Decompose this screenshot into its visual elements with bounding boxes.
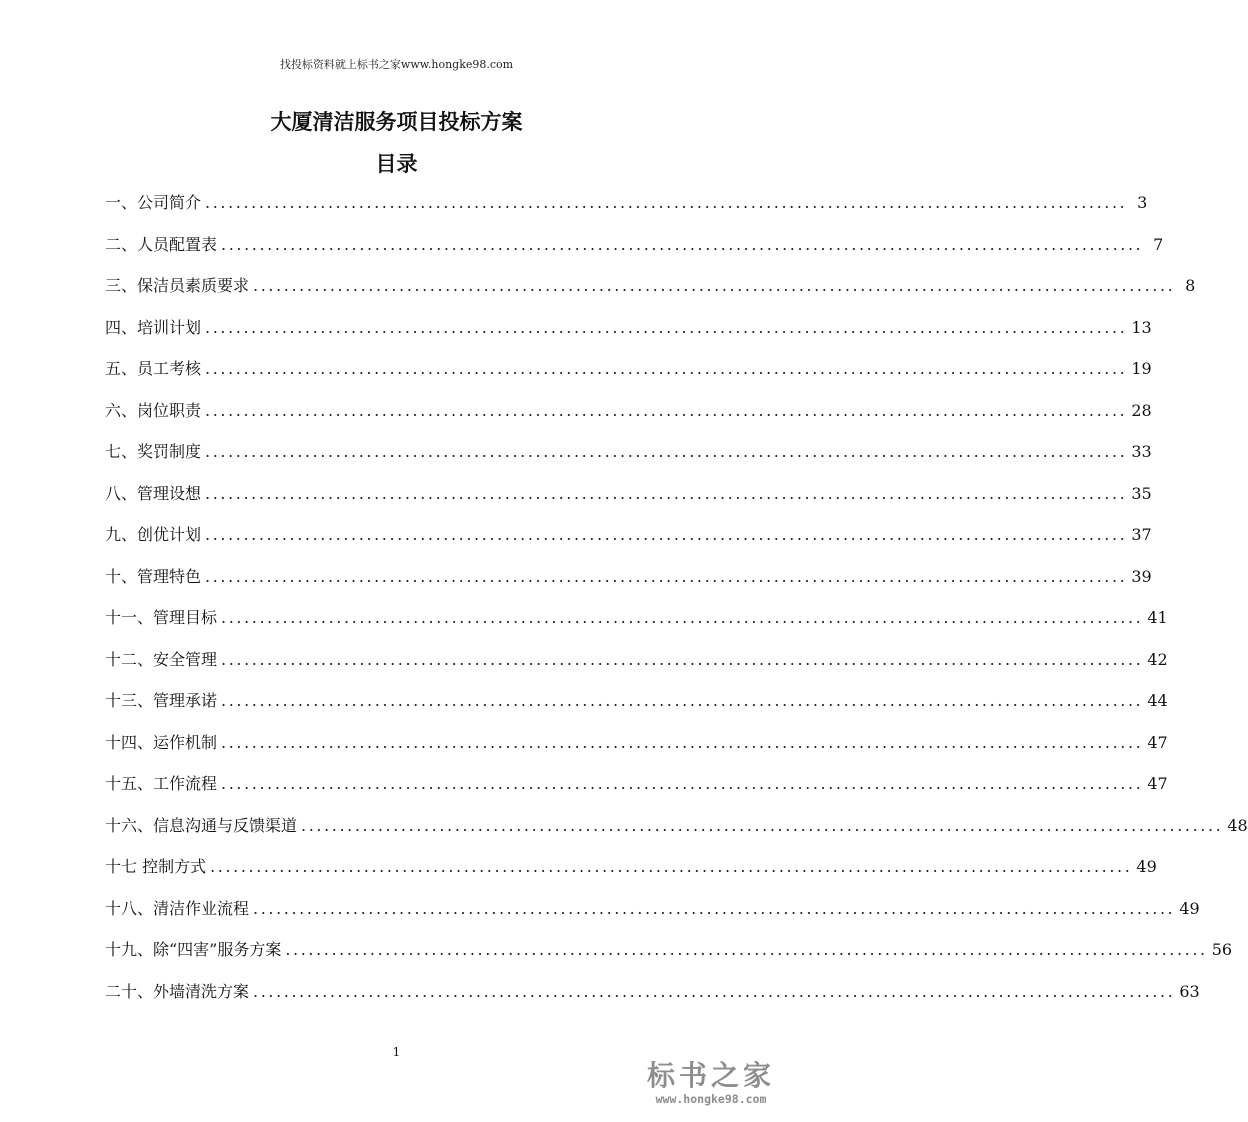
- toc-entry-page: 28: [1131, 400, 1152, 420]
- toc-entry[interactable]: [105, 771, 1168, 813]
- toc-entry-label: 三、保洁员素质要求: [105, 276, 250, 295]
- toc-entry-page: 8: [1185, 276, 1196, 295]
- toc-entry-page: 47: [1147, 774, 1168, 793]
- toc-entry-label: 二十、外墙清洗方案: [105, 981, 250, 1001]
- toc-entry-page: 63: [1179, 981, 1200, 1001]
- toc-entry-label: 七、奖罚制度: [105, 442, 202, 461]
- toc-entry-label: 四、培训计划: [105, 317, 202, 337]
- toc-entry[interactable]: [105, 522, 1152, 564]
- toc-entry-page: 13: [1131, 317, 1152, 337]
- toc-entry-page: 49: [1136, 857, 1157, 876]
- toc-entry-page: 39: [1131, 566, 1152, 586]
- toc-entry[interactable]: [105, 730, 1168, 772]
- toc-entry-label: 六、岗位职责: [105, 400, 202, 420]
- toc-entry[interactable]: [105, 356, 1152, 398]
- toc-leader-dots: ........................................................................................................................: [205, 359, 1128, 378]
- toc-leader-dots: ........................................................................................................................: [221, 691, 1144, 710]
- toc-leader-dots: ........................................................................................................................: [221, 732, 1144, 752]
- toc-entry[interactable]: [105, 647, 1168, 689]
- toc-leader-dots: ........................................................................................................................: [210, 857, 1133, 876]
- toc-leader-dots: ........................................................................................................................: [221, 608, 1144, 627]
- toc-entry-label: 十一、管理目标: [105, 608, 218, 627]
- toc-leader-dots: ........................................................................................................................: [221, 234, 1144, 254]
- toc-entry-label: 十、管理特色: [105, 566, 202, 586]
- toc-entry-page: 56: [1211, 940, 1233, 959]
- table-of-contents: [105, 190, 1248, 1020]
- toc-leader-dots: ........................................................................................................................: [221, 774, 1144, 793]
- toc-entry-page: 19: [1131, 359, 1152, 378]
- toc-entry-page: 3: [1137, 193, 1148, 212]
- toc-entry[interactable]: [105, 232, 1164, 274]
- toc-entry-page: 44: [1147, 691, 1168, 710]
- toc-entry-label: 五、员工考核: [105, 359, 202, 378]
- toc-entry[interactable]: [105, 605, 1168, 647]
- toc-leader-dots: ........................................................................................................................: [253, 981, 1176, 1001]
- toc-entry-page: 48: [1227, 815, 1248, 835]
- toc-entry-page: 41: [1147, 608, 1168, 627]
- toc-leader-dots: ........................................................................................................................: [205, 317, 1128, 337]
- toc-entry-page: 35: [1131, 483, 1152, 503]
- toc-entry-label: 十三、管理承诺: [105, 691, 218, 710]
- toc-entry[interactable]: [105, 190, 1148, 232]
- toc-leader-dots: ........................................................................................................................: [205, 566, 1128, 586]
- toc-leader-dots: ........................................................................................................................: [205, 193, 1128, 212]
- toc-entry-label: 九、创优计划: [105, 525, 202, 544]
- toc-entry-label: 十九、除“四害”服务方案: [105, 940, 282, 959]
- toc-leader-dots: ........................................................................................................................: [221, 649, 1144, 669]
- toc-entry[interactable]: [105, 273, 1196, 315]
- toc-entry-label: 十八、清洁作业流程: [105, 898, 250, 918]
- toc-entry[interactable]: [105, 854, 1157, 896]
- toc-entry-page: 7: [1153, 234, 1164, 254]
- toc-entry[interactable]: [105, 688, 1168, 730]
- toc-entry-label: 一、公司简介: [105, 193, 202, 212]
- toc-leader-dots: ........................................................................................................................: [301, 815, 1224, 835]
- toc-entry[interactable]: [105, 564, 1152, 606]
- toc-entry-label: 十二、安全管理: [105, 649, 218, 669]
- toc-entry-page: 47: [1147, 732, 1168, 752]
- toc-entry[interactable]: [105, 896, 1200, 938]
- toc-leader-dots: ........................................................................................................................: [253, 898, 1176, 918]
- watermark-url: www.hongke98.com: [655, 1092, 767, 1106]
- toc-entry-page: 42: [1147, 649, 1168, 669]
- watermark-logo: [641, 1054, 781, 1112]
- toc-entry-page: 33: [1131, 442, 1152, 461]
- toc-entry[interactable]: [105, 813, 1248, 855]
- toc-entry-label: 八、管理设想: [105, 483, 202, 503]
- toc-entry[interactable]: [105, 398, 1152, 440]
- toc-entry-page: 49: [1179, 898, 1200, 918]
- toc-entry-label: 十七 控制方式: [105, 857, 207, 876]
- toc-entry-label: 二、人员配置表: [105, 234, 218, 254]
- toc-entry[interactable]: [105, 481, 1152, 523]
- toc-entry-label: 十四、运作机制: [105, 732, 218, 752]
- page-number: 1: [392, 1045, 401, 1059]
- page-header: 找投标资料就上标书之家www.hongke98.com: [279, 58, 514, 71]
- toc-leader-dots: ........................................................................................................................: [285, 940, 1208, 959]
- toc-entry[interactable]: [105, 979, 1200, 1021]
- toc-entry-label: 十五、工作流程: [105, 774, 218, 793]
- document-title: 大厦清洁服务项目投标方案: [270, 110, 523, 134]
- toc-entry[interactable]: [105, 937, 1233, 979]
- toc-leader-dots: ........................................................................................................................: [205, 400, 1128, 420]
- toc-entry-label: 十六、信息沟通与反馈渠道: [105, 815, 298, 835]
- toc-leader-dots: ........................................................................................................................: [205, 442, 1128, 461]
- watermark-text: 标书之家: [646, 1059, 775, 1092]
- toc-heading: 目录: [375, 152, 418, 176]
- toc-leader-dots: ........................................................................................................................: [253, 276, 1176, 295]
- toc-entry-page: 37: [1131, 525, 1152, 544]
- toc-leader-dots: ........................................................................................................................: [205, 483, 1128, 503]
- toc-entry[interactable]: [105, 439, 1152, 481]
- toc-entry[interactable]: [105, 315, 1152, 357]
- toc-leader-dots: ........................................................................................................................: [205, 525, 1128, 544]
